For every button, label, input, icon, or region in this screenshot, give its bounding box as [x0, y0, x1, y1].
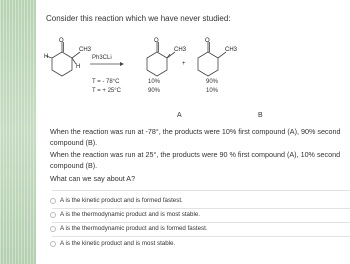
divider — [52, 222, 350, 223]
yield-b-high-temp: 10% — [206, 88, 219, 94]
question-prompt: Consider this reaction which we have never studied: — [46, 14, 231, 23]
arrow-head — [120, 62, 124, 66]
condition-temp-2: T = + 25°C — [92, 88, 121, 94]
choice-label: A is the thermodynamic product and is most stable. — [60, 211, 200, 218]
reactant-o: O — [59, 38, 64, 44]
reactant-structure — [46, 42, 80, 76]
radio-button[interactable] — [50, 241, 56, 247]
reaction-scheme — [36, 34, 350, 124]
radio-button[interactable] — [50, 212, 56, 218]
yield-a-low-temp: 10% — [148, 79, 161, 85]
reactant-h-right: H — [76, 64, 81, 70]
product-b-ch3: CH3 — [225, 47, 238, 53]
divider — [52, 208, 350, 209]
choice-4[interactable] — [50, 240, 175, 247]
choice-2[interactable] — [50, 211, 200, 218]
product-a-o: O — [154, 38, 159, 44]
reactant-h-left: H — [44, 54, 49, 60]
divider — [52, 190, 350, 191]
paragraph-low-temp: When the reaction was run at -78°, the products were 10% first compound (A), 90% second compound (B). — [50, 127, 341, 147]
choice-3[interactable] — [50, 225, 208, 232]
product-a-structure — [147, 42, 175, 76]
choice-label: A is the kinetic product and is most stable. — [60, 240, 176, 247]
reagent-label: Ph3CLi — [92, 55, 112, 61]
plus-sign: + — [182, 61, 186, 67]
question-ask: What can we say about A? — [50, 174, 136, 183]
choice-label: A is the kinetic product and is formed fastest. — [60, 197, 183, 204]
condition-temp-1: T = - 78°C — [92, 79, 120, 85]
paragraph-high-temp: When the reaction was run at 25°, the products were 90 % first compound (A), 10% second compound (B). — [50, 150, 341, 170]
product-a-label: A — [177, 112, 182, 119]
product-b-o: O — [205, 38, 210, 44]
reaction-structures — [36, 34, 350, 124]
choice-label: A is the thermodynamic product and is formed fastest. — [60, 225, 208, 232]
reactant-ch3: CH3 — [79, 47, 92, 53]
product-b-label: B — [258, 112, 263, 119]
yield-b-low-temp: 90% — [206, 79, 219, 85]
background-strip — [0, 0, 36, 264]
divider — [52, 236, 350, 237]
product-a-ch3: CH3 — [174, 47, 187, 53]
yield-a-high-temp: 90% — [148, 88, 161, 94]
radio-button[interactable] — [50, 198, 56, 204]
question-card — [36, 0, 350, 264]
product-b-structure — [198, 42, 226, 76]
choice-1[interactable] — [50, 197, 183, 204]
radio-button[interactable] — [50, 226, 56, 232]
